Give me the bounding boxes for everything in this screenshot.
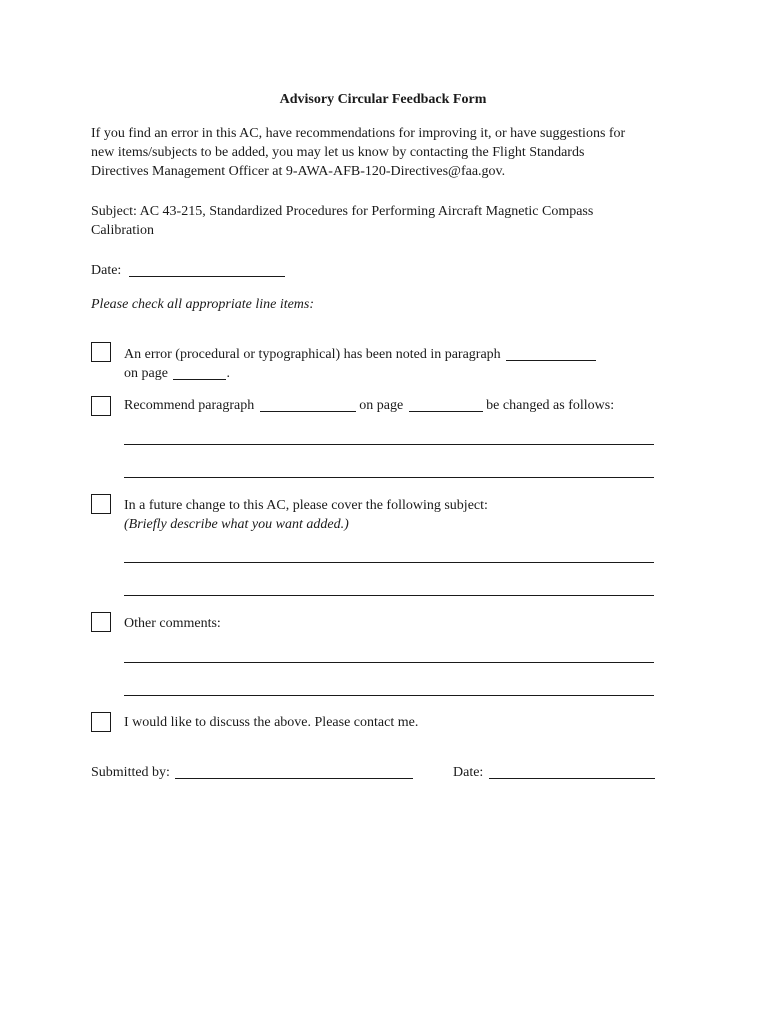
subject-line-1: Subject: AC 43-215, Standardized Procedures for Performing Aircraft Magnetic Compass: [91, 204, 594, 219]
future-text-line-1: In a future change to this AC, please cover the following subject:: [124, 498, 488, 513]
subject-paragraph: [91, 202, 661, 240]
intro-paragraph: [91, 124, 691, 181]
other-comments-checkbox[interactable]: [91, 612, 111, 632]
other-comments-label: Other comments:: [124, 616, 221, 631]
error-text-part1: An error (procedural or typographical) has been noted in paragraph: [124, 347, 501, 362]
recommend-answer-line-2[interactable]: [124, 477, 654, 478]
error-paragraph-field[interactable]: [506, 346, 596, 361]
date-field[interactable]: [129, 262, 285, 277]
discuss-checkbox[interactable]: [91, 712, 111, 732]
submitted-by-label: Submitted by:: [91, 765, 170, 780]
error-page-field[interactable]: [173, 365, 226, 380]
discuss-label: I would like to discuss the above. Please contact me.: [124, 715, 419, 730]
recommend-paragraph-field[interactable]: [260, 397, 356, 412]
submitted-date-label: Date:: [453, 765, 484, 780]
recommend-text-part1: Recommend paragraph: [124, 398, 255, 413]
instruction-text: Please check all appropriate line items:: [91, 297, 315, 312]
other-answer-line-2[interactable]: [124, 695, 654, 696]
submitted-by-row: [91, 763, 413, 782]
future-answer-line-1[interactable]: [124, 562, 654, 563]
submitted-date-row: [453, 763, 655, 782]
recommend-item-text: [124, 396, 664, 415]
date-label: Date:: [91, 263, 122, 278]
subject-line-2: Calibration: [91, 223, 154, 238]
other-answer-line-1[interactable]: [124, 662, 654, 663]
recommend-text-part2: on page: [359, 398, 404, 413]
error-text-part2: on page: [124, 366, 168, 381]
future-change-checkbox[interactable]: [91, 494, 111, 514]
recommend-checkbox[interactable]: [91, 396, 111, 416]
submitted-by-field[interactable]: [175, 764, 413, 779]
error-item-text: [124, 345, 664, 383]
date-row: [91, 261, 691, 280]
recommend-answer-line-1[interactable]: [124, 444, 654, 445]
recommend-text-part3: be changed as follows:: [486, 398, 615, 413]
intro-line-1: If you find an error in this AC, have recommendations for improving it, or have suggestions for: [91, 126, 626, 141]
error-text-part3: .: [226, 366, 230, 381]
future-answer-line-2[interactable]: [124, 595, 654, 596]
intro-line-3: Directives Management Officer at 9-AWA-AFB-120-Directives@faa.gov.: [91, 164, 506, 179]
submitted-date-field[interactable]: [489, 764, 655, 779]
error-checkbox[interactable]: [91, 342, 111, 362]
intro-line-2: new items/subjects to be added, you may let us know by contacting the Flight Standards: [91, 145, 585, 160]
future-change-item-text: [124, 496, 664, 534]
recommend-page-field[interactable]: [409, 397, 483, 412]
future-text-line-2: (Briefly describe what you want added.): [124, 517, 349, 532]
form-title: Advisory Circular Feedback Form: [279, 92, 487, 107]
